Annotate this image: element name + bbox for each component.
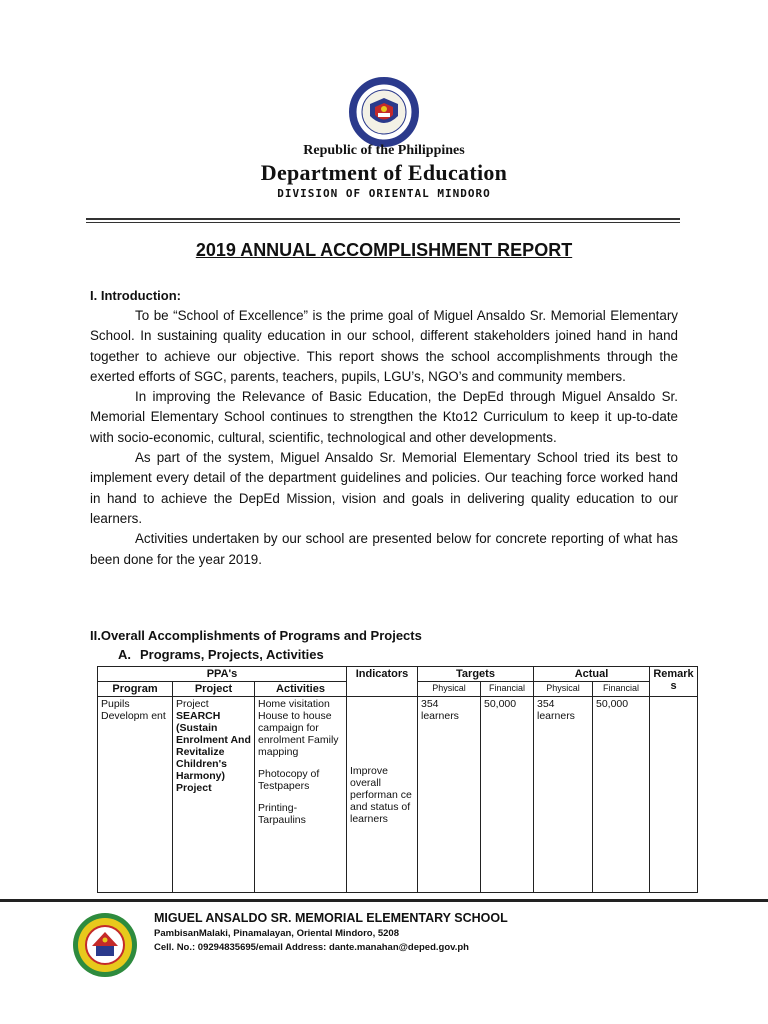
report-title: 2019 ANNUAL ACCOMPLISHMENT REPORT [195,240,573,260]
activity-item: Photocopy of Testpapers [258,768,320,792]
indicators-cell: Improve overall performan ce and status of learners [347,697,418,893]
school-contact: Cell. No.: 09294835695/email Address: dante.manahan@deped.gov.ph [154,942,469,953]
ppa-table [97,666,698,893]
header-divider-thick [86,218,680,220]
department-heading: Department of Education [260,160,508,185]
activity-item: Home visitation House to house campaign for enrolment Family mapping [258,698,339,758]
program-cell: Pupils Developm ent [98,697,173,893]
target-physical-cell: 354 learners [418,697,481,893]
republic-heading: Republic of the Philippines [303,143,465,158]
school-name: MIGUEL ANSALDO SR. MEMORIAL ELEMENTARY SCHOOL [154,911,508,925]
actual-financial-header: Financial [593,682,650,697]
actual-physical-cell: 354 learners [534,697,593,893]
paragraph: To be “School of Excellence” is the prime goal of Miguel Ansaldo Sr. Memorial Elementary School. In sustaining quality education in our school, different stakeholders joined hand in hand together to achieve our objective. This report shows the school accomplishments through the exerted efforts of SGC, parents, teachers, pupils, LGU’s, NGO’s and community members. [90,308,678,384]
indicators-header: Indicators [347,667,418,697]
program-header: Program [98,682,173,697]
actual-financial-cell: 50,000 [593,697,650,893]
division-heading: DIVISION OF ORIENTAL MINDORO [277,187,491,200]
actual-physical-header: Physical [534,682,593,697]
introduction-heading: I. Introduction: [90,288,181,303]
ppas-header: PPA's [98,667,347,682]
project-prefix: Project [176,698,209,710]
activity-item: Printing-Tarpaulins [258,802,306,826]
activities-cell [255,697,347,893]
school-address: PambisanMalaki, Pinamalayan, Oriental Mindoro, 5208 [154,928,399,939]
paragraph: As part of the system, Miguel Ansaldo Sr. Memorial Elementary School tried its best to implement every detail of the department guidelines and policies. Our teaching force worked hand in hand to achieve the DepEd Mission, vision and goals in delivering quality education to our learners. [90,450,678,526]
school-seal-logo [72,912,138,978]
project-cell [173,697,255,893]
target-financial-header: Financial [481,682,534,697]
table-row [98,697,698,893]
deped-seal-logo [348,76,420,148]
paragraph: In improving the Relevance of Basic Education, the DepEd through Miguel Ansaldo Sr. Memorial Elementary School continues to strengthen the Kto12 Curriculum to keep it up-to-date with socio-economic, cultural, scientific, technological and other developments. [90,389,678,445]
subheading-label: A. [118,647,131,662]
actual-header: Actual [534,667,650,682]
project-header: Project [173,682,255,697]
accomplishments-heading: II.Overall Accomplishments of Programs and Projects [90,628,422,643]
target-physical-header: Physical [418,682,481,697]
project-name: SEARCH (Sustain Enrolment And Revitalize Children's Harmony) Project [176,710,251,794]
activities-header: Activities [255,682,347,697]
footer-divider [0,899,768,902]
remarks-header: Remark s [650,667,698,697]
header-divider-thin [86,222,680,223]
introduction-body [90,306,678,570]
ppa-subheading [118,647,324,662]
paragraph: Activities undertaken by our school are presented below for concrete reporting of what has been done for the year 2019. [90,531,678,567]
targets-header: Targets [418,667,534,682]
subheading-text: Programs, Projects, Activities [140,647,324,662]
remarks-cell [650,697,698,893]
target-financial-cell: 50,000 [481,697,534,893]
